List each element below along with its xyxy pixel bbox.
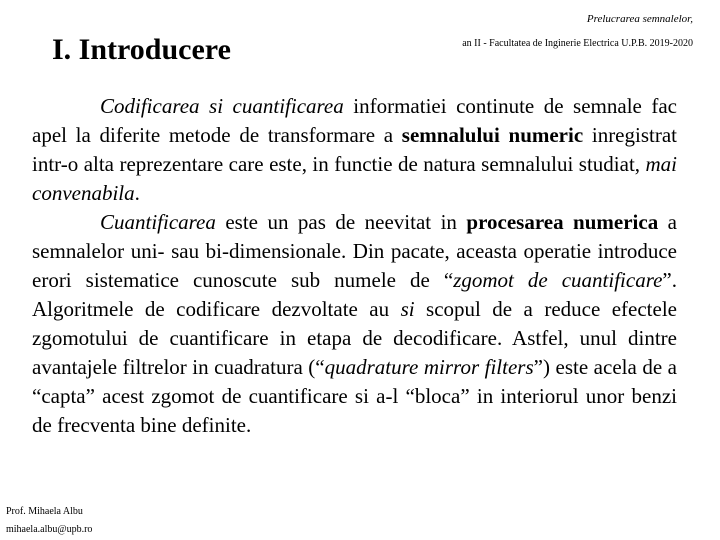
p2-italic-1: Cuantificarea xyxy=(100,210,216,234)
footer-email: mihaela.albu@upb.ro xyxy=(6,524,93,535)
p1-text-3: . xyxy=(134,181,140,205)
p1-italic-2: mai convenabila xyxy=(32,152,677,205)
p2-text-3: ”. Algoritmele de codificare dezvoltate au xyxy=(32,268,677,321)
course-header xyxy=(462,12,693,51)
p1-text-2: inregistrat intr-o alta reprezentare care este, in functie de natura semnalului studiat, xyxy=(32,123,677,176)
p2-italic-2: zgomot de cuantificare xyxy=(453,268,663,292)
p2-bold-1: procesarea numerica xyxy=(466,210,659,234)
p2-italic-4: quadrature mirror filters xyxy=(324,355,534,379)
p2-italic-3: si xyxy=(400,297,415,321)
course-header-line2: an II - Facultatea de Inginerie Electrica U.P.B. 2019-2020 xyxy=(462,38,693,49)
paragraph-2 xyxy=(32,208,677,440)
p2-text-4: scopul de a reduce efectele zgomotului de cuantificare in etapa de decodificare. Astfel, unul dintre avantajele filtrelor in cuadratura (“ xyxy=(32,297,677,379)
p1-italic-1: Codificarea si cuantificarea xyxy=(100,94,344,118)
p1-bold-1: semnalului numeric xyxy=(401,123,584,147)
p2-text-5: ”) este acela de a “capta” acest zgomot de cuantificare si a-l “bloca” in interiorul unor benzi de frecventa bine definite. xyxy=(32,355,677,437)
p1-text-1: informatiei continute de semnale fac apel la diferite metode de transformare a xyxy=(32,94,677,147)
body-text xyxy=(32,92,677,440)
p2-text-1: este un pas de neevitat in xyxy=(215,210,467,234)
paragraph-1 xyxy=(32,92,677,208)
course-header-line1: Prelucrarea semnalelor, xyxy=(586,13,693,25)
p2-text-2: a semnalelor uni- sau bi-dimensionale. Din pacate, aceasta operatie introduce erori sistematice cunoscute sub numele de “ xyxy=(32,210,677,292)
footer-author: Prof. Mihaela Albu xyxy=(6,506,83,517)
page-title: I. Introducere xyxy=(52,33,231,66)
